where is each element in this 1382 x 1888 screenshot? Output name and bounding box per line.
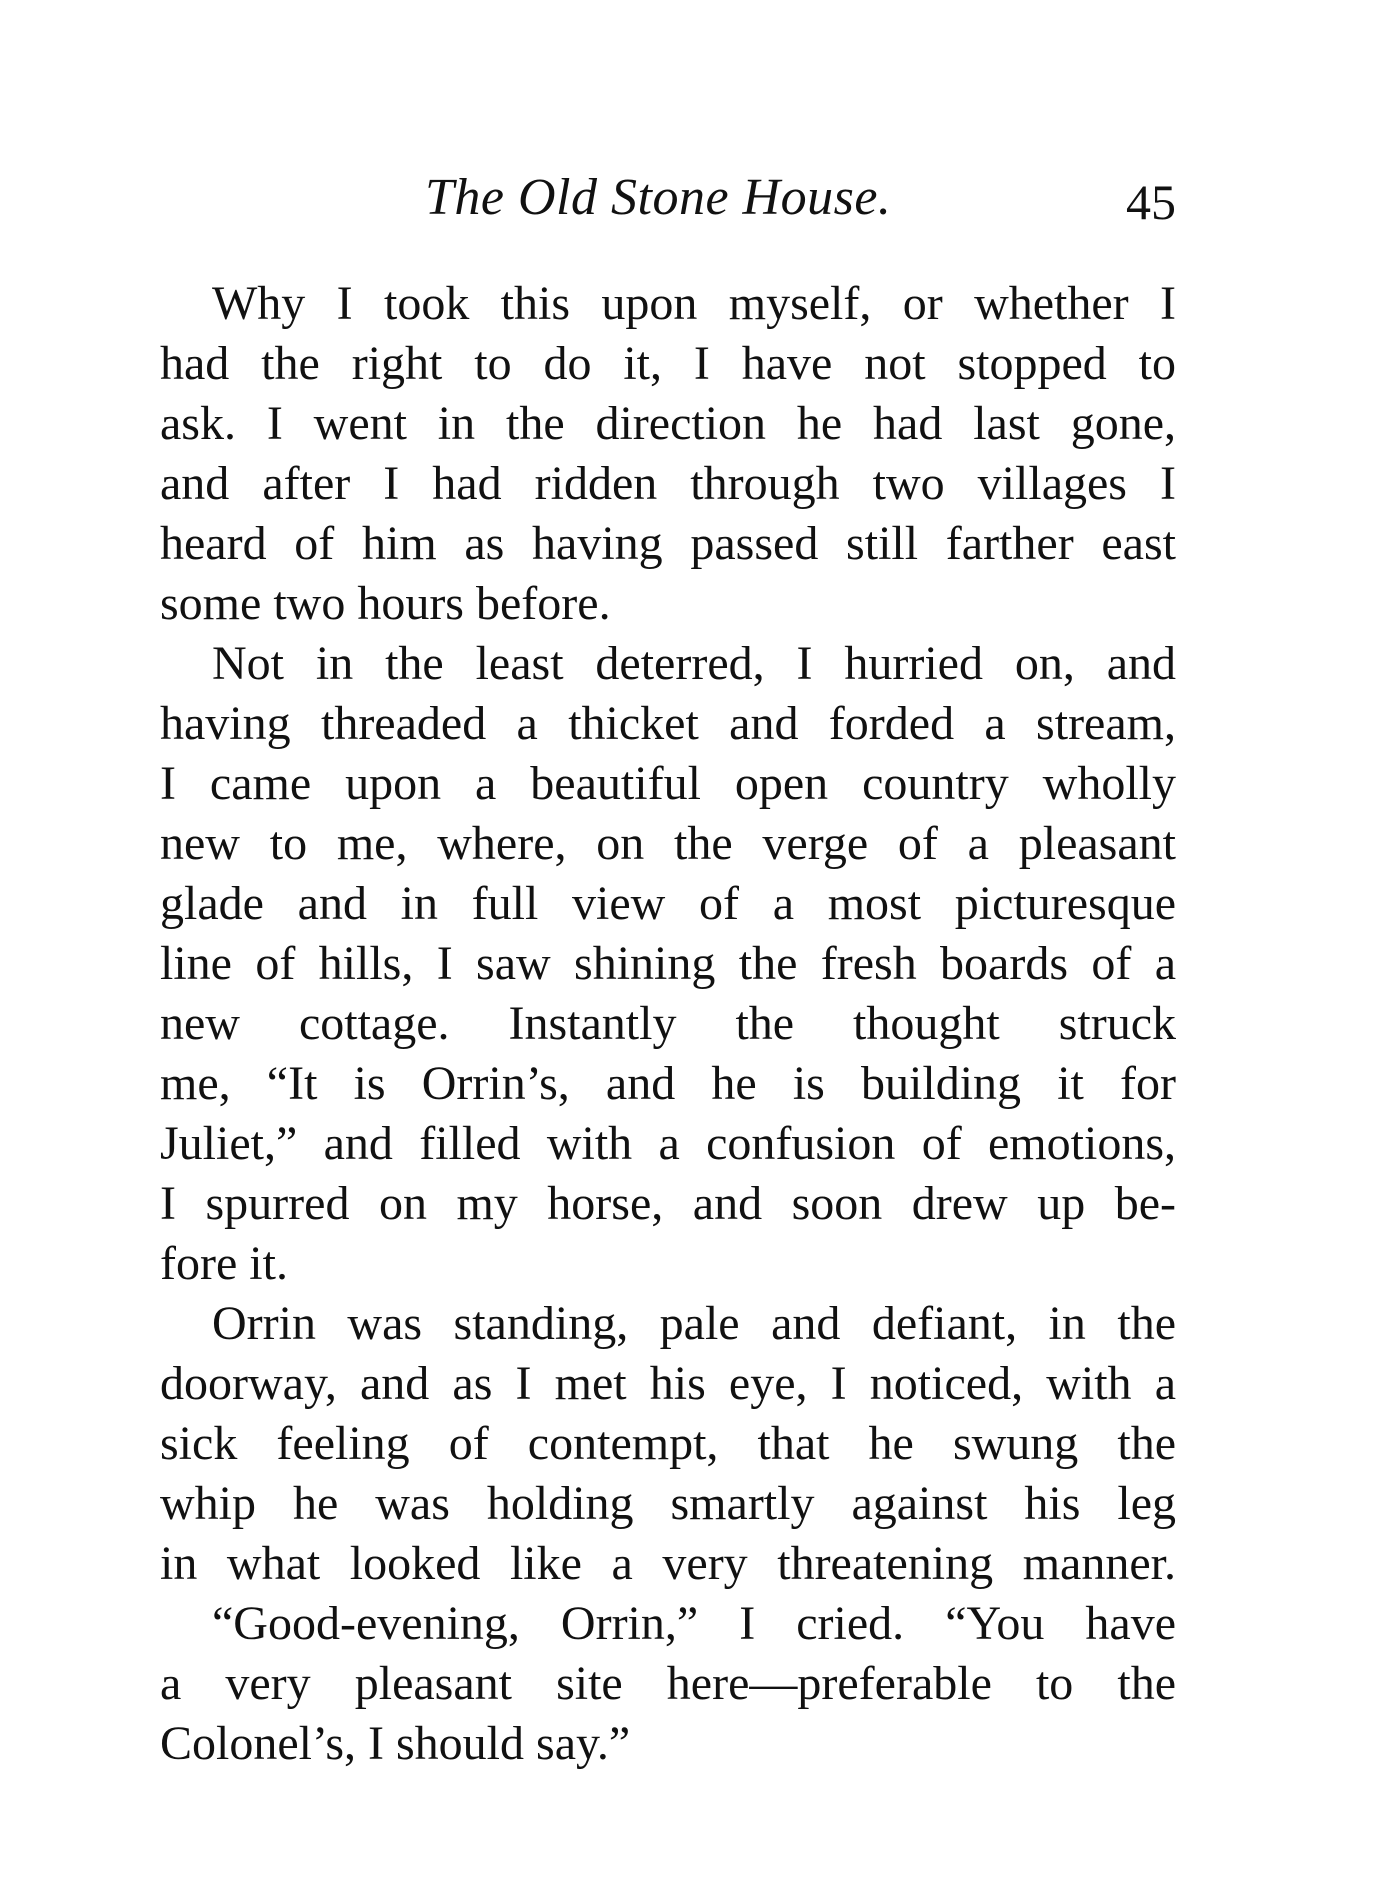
text-line: new cottage. Instantly the thought struck xyxy=(160,997,1176,1050)
text-line: Juliet,” and filled with a confusion of emotions, xyxy=(160,1117,1176,1170)
text-line: heard of him as having passed still farther east xyxy=(160,517,1176,570)
text-line: me, “It is Orrin’s, and he is building it for xyxy=(160,1057,1176,1110)
text-line: I came upon a beautiful open country wholly xyxy=(160,757,1176,810)
paragraph-1 xyxy=(160,274,1176,634)
paragraph-2 xyxy=(160,634,1176,1294)
text-line: a very pleasant site here—preferable to the xyxy=(160,1657,1176,1710)
page-number: 45 xyxy=(1126,174,1176,230)
text-line: glade and in full view of a most picturesque xyxy=(160,877,1176,930)
text-line: fore it. xyxy=(160,1237,288,1290)
body-text xyxy=(160,274,1176,1774)
text-line: “Good-evening, Orrin,” I cried. “You have xyxy=(212,1597,1176,1650)
text-line: I spurred on my horse, and soon drew up be- xyxy=(160,1177,1176,1230)
text-line: and after I had ridden through two villages I xyxy=(160,457,1176,510)
text-line: Colonel’s, I should say.” xyxy=(160,1717,631,1770)
text-line: in what looked like a very threatening manner. xyxy=(160,1537,1176,1590)
text-line: whip he was holding smartly against his leg xyxy=(160,1477,1176,1530)
running-head xyxy=(160,168,1176,238)
text-line: having threaded a thicket and forded a stream, xyxy=(160,697,1176,750)
text-line: sick feeling of contempt, that he swung the xyxy=(160,1417,1176,1470)
text-line: new to me, where, on the verge of a pleasant xyxy=(160,817,1176,870)
text-line: doorway, and as I met his eye, I noticed, with a xyxy=(160,1357,1176,1410)
text-line: some two hours before. xyxy=(160,577,611,630)
text-line: ask. I went in the direction he had last gone, xyxy=(160,397,1176,450)
running-title: The Old Stone House. xyxy=(425,169,892,226)
text-line: Not in the least deterred, I hurried on, and xyxy=(212,637,1176,690)
paragraph-3 xyxy=(160,1294,1176,1594)
text-line: Orrin was standing, pale and defiant, in the xyxy=(212,1297,1176,1350)
paragraph-4 xyxy=(160,1594,1176,1774)
text-line: line of hills, I saw shining the fresh boards of a xyxy=(160,937,1176,990)
text-line: had the right to do it, I have not stopped to xyxy=(160,337,1176,390)
text-line: Why I took this upon myself, or whether I xyxy=(212,277,1176,330)
